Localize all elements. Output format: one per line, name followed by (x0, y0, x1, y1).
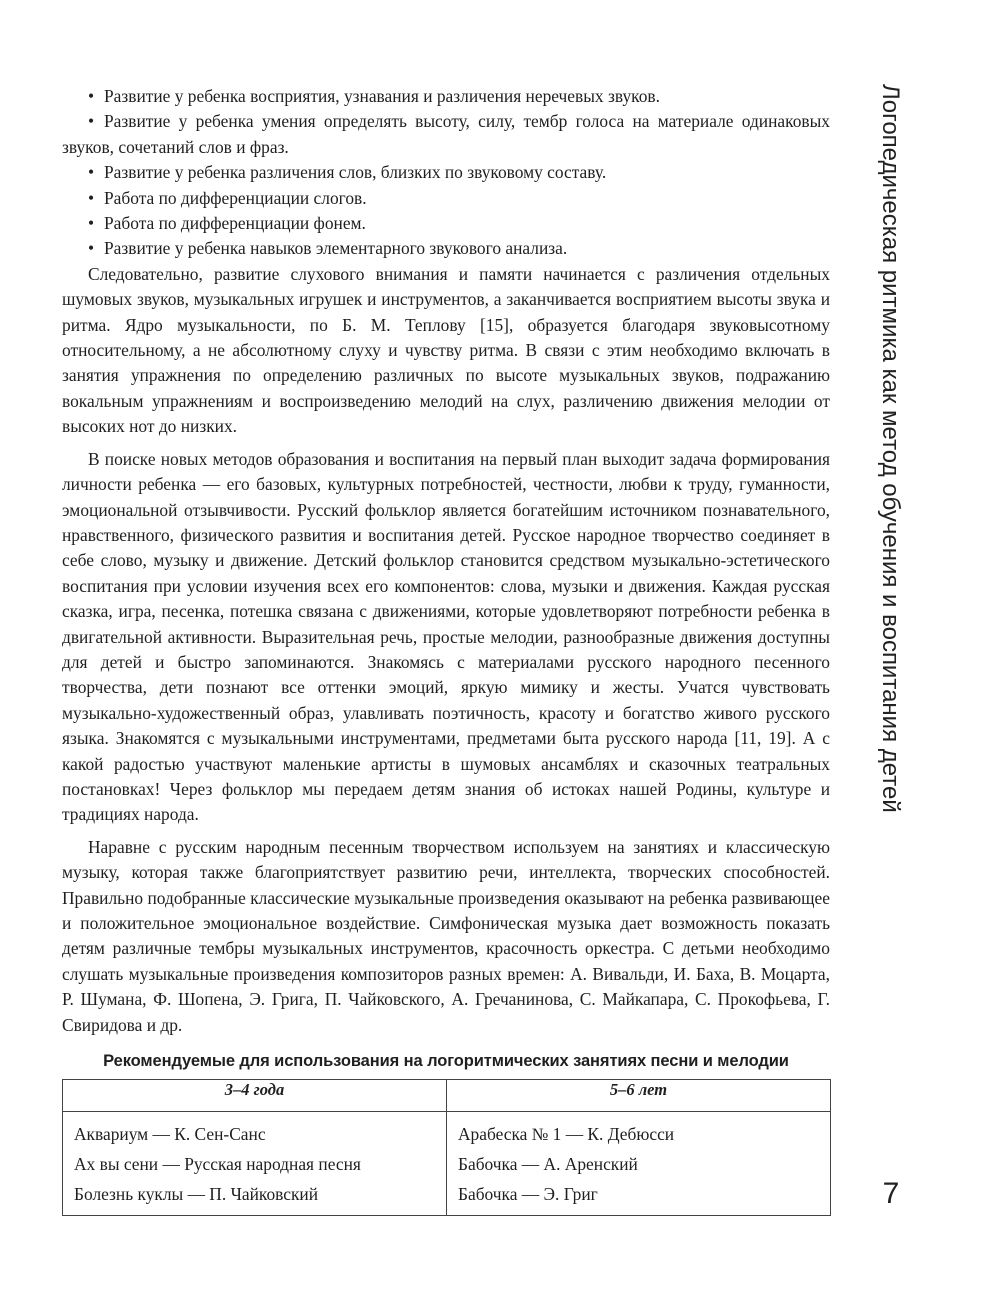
page-number: 7 (882, 1177, 900, 1210)
song-item: Арабеска № 1 — К. Дебюсси (458, 1124, 675, 1144)
bullet-text: Развитие у ребенка различения слов, близких по звуковому составу. (104, 162, 607, 183)
bullet-icon: • (88, 111, 95, 132)
paragraph: Следовательно, развитие слухового внимания и памяти начинается с различения отдельных шумовых звуков, музыкальных игрушек и инструментов, а заканчивается восприятием высоты звука и ритма. Ядро музыкальности, по Б. М. Теплову [15], образуется благодаря звуковысотному относительному, а не абсолютному слуху и чувству ритма. В связи с этим необходимо включать в занятия упражнения по определению различных по высоте музыкальных звуков, подражанию вокальным упражнениям и воспроизведению мелодий на слух, различению движения мелодии от высоких нот до низких. (62, 263, 830, 437)
bullet-text: Работа по дифференциации слогов. (104, 187, 367, 208)
main-text (62, 84, 830, 1038)
bullet-text: Развитие у ребенка умения определять высоту, силу, тембр голоса на материале одинаковых звуков, сочетаний слов и фраз. (62, 111, 830, 157)
bullet-text: Развитие у ребенка навыков элементарного звукового анализа. (104, 238, 568, 259)
song-item: Ах вы сени — Русская народная песня (74, 1154, 361, 1174)
list-item (62, 236, 830, 261)
list-item (62, 160, 830, 185)
chapter-side-title: Логопедическая ритмика как метод обучения и воспитания детей (877, 84, 904, 813)
bullet-text: Работа по дифференциации фонем. (104, 213, 366, 234)
paragraph: В поиске новых методов образования и воспитания на первый план выходит задача формирования личности ребенка — его базовых, культурных потребностей, честности, любви к труду, гуманности, эмоциональной отзывчивости. Русский фольклор является богатейшим источником познавательного, нравственного, физического развития и воспитания детей. Русское народное творчество соединяет в себе слово, музыку и движение. Детский фольклор становится средством музыкально-эстетического воспитания при условии изучения всех его компонентов: слова, музыки и движения. Каждая русская сказка, игра, песенка, потешка связана с движениями, которые удовлетворяют потребности ребенка в двигательной активности. Выразительная речь, простые мелодии, разнообразные движения доступны для детей и быстро запоминаются. Знакомясь с материалами русского народного песенного творчества, дети познают все оттенки эмоций, яркую мимику и жесты. Учатся чувствовать музыкально-художественный образ, улавливать поэтичность, красоту и богатство живого русского языка. Знакомятся с музыкальными инструментами, предметами быта русского народа [11, 19]. А с какой радостью участвуют маленькие артисты в шумовых ансамблях и сказочных театральных постановках! Через фольклор мы передаем детям знания об истоках нашей Родины, культуре и традициях народа. (62, 448, 830, 825)
bullet-icon: • (88, 238, 95, 259)
song-item: Бабочка — А. Аренский (458, 1154, 638, 1174)
table-header-row (63, 1080, 831, 1112)
list-item (62, 211, 830, 236)
song-item: Болезнь куклы — П. Чайковский (74, 1184, 319, 1204)
bullet-text: Развитие у ребенка восприятия, узнавания и различения неречевых звуков. (104, 86, 660, 106)
paragraph: Наравне с русским народным песенным творчеством используем на занятиях и классическую музыку, которая также благоприятствует развитию речи, интеллекта, творческих способностей. Правильно подобранные классические музыкальные произведения оказывают на ребенка развивающее и положительное эмоциональное воздействие. Симфоническая музыка дает возможность показать детям различные тембры музыкальных инструментов, красочность оркестра. С детьми необходимо слушать музыкальные произведения композиторов разных времен: А. Вивальди, И. Баха, В. Моцарта, Р. Шумана, Ф. Шопена, Э. Грига, П. Чайковского, А. Гречанинова, С. Майкапара, С. Прокофьева, Г. Свиридова и др. (62, 836, 830, 1035)
bullet-icon: • (88, 187, 95, 208)
table-cell (63, 1112, 447, 1216)
table-title: Рекомендуемые для использования на логоритмических занятиях песни и мелодии (103, 1052, 789, 1070)
bullet-icon: • (88, 162, 95, 183)
list-item (62, 84, 830, 109)
songs-table (62, 1079, 831, 1216)
song-item: Бабочка — Э. Григ (458, 1184, 598, 1204)
song-item: Аквариум — К. Сен-Санс (74, 1124, 266, 1144)
column-header-3-4: 3–4 года (63, 1080, 447, 1112)
list-item (62, 186, 830, 211)
table-cell (447, 1112, 831, 1216)
bullet-list (62, 84, 830, 262)
bullet-icon: • (88, 86, 95, 106)
table-row (63, 1112, 831, 1216)
column-header-5-6: 5–6 лет (447, 1080, 831, 1112)
list-item (62, 109, 830, 160)
bullet-icon: • (88, 213, 95, 234)
